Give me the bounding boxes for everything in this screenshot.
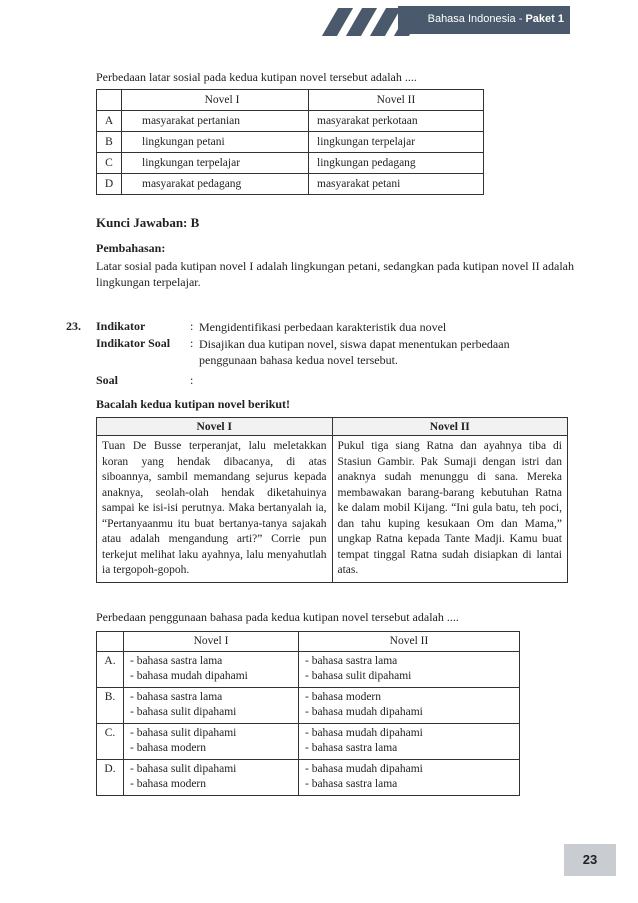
- table-row: [97, 760, 520, 796]
- option-novel1: lingkungan terpelajar: [122, 153, 309, 174]
- table-row: [97, 724, 520, 760]
- q22-options-table: [96, 89, 484, 195]
- table-header-row: [97, 418, 568, 436]
- option-novel2-line: - bahasa mudah dipahami: [305, 706, 423, 718]
- q22-intro: Perbedaan latar sosial pada kedua kutipan novel tersebut adalah ....: [96, 70, 417, 84]
- table-row: [97, 174, 484, 195]
- option-novel2-line: - bahasa sastra lama: [305, 778, 398, 790]
- option-novel1-line: - bahasa modern: [130, 742, 206, 754]
- option-novel2-line: - bahasa mudah dipahami: [305, 727, 423, 739]
- option-novel2: lingkungan terpelajar: [309, 132, 484, 153]
- table-row: [97, 153, 484, 174]
- table-row: [97, 688, 520, 724]
- option-novel2-line: - bahasa sastra lama: [305, 742, 398, 754]
- option-novel2-line: - bahasa modern: [305, 691, 381, 703]
- explanation-text: Latar sosial pada kutipan novel I adalah lingkungan petani, sedangkan pada kutipan novel II adalah lingkungan terpelajar.: [96, 259, 574, 289]
- running-header: [398, 6, 570, 34]
- column-header: Novel I: [122, 90, 309, 111]
- option-letter: D: [97, 174, 122, 195]
- column-header: Novel II: [309, 90, 484, 111]
- option-letter: A: [97, 111, 122, 132]
- table-header-row: [97, 90, 484, 111]
- option-novel1-line: - bahasa sulit dipahami: [130, 763, 237, 775]
- option-novel2: masyarakat petani: [309, 174, 484, 195]
- option-letter: C.: [97, 724, 124, 760]
- colon: :: [190, 373, 194, 387]
- option-letter: C: [97, 153, 122, 174]
- indikator-label: Indikator: [96, 319, 146, 333]
- option-novel2: lingkungan pedagang: [309, 153, 484, 174]
- column-header: Novel I: [124, 632, 299, 652]
- option-novel1-line: - bahasa modern: [130, 778, 206, 790]
- column-header: Novel II: [332, 418, 568, 436]
- option-novel1-line: - bahasa sastra lama: [130, 655, 223, 667]
- page-number: 23: [564, 844, 616, 876]
- novel1-excerpt: Tuan De Busse terperanjat, lalu meletakkan koran yang hendak dibacanya, di atas siboannya, sambil memandang sejurus kepada anaknya, seolah-olah hendak diketahuinya sampai ke isi-isi perutnya. Maka bertanyalah ia, “Pertanyaanmu itu buat bertanya-tanya sajakah atau adalah mengandung arti?” Corrie pun terkejut melihat laku ayahnya, lalu menyahutlah ia tergopoh-gopoh.: [97, 436, 333, 583]
- table-row: [97, 132, 484, 153]
- q23-intro: Perbedaan penggunaan bahasa pada kedua kutipan novel tersebut adalah ....: [96, 610, 459, 624]
- explanation-label: Pembahasan:: [96, 241, 166, 255]
- option-letter: D.: [97, 760, 124, 796]
- option-novel1-line: - bahasa mudah dipahami: [130, 670, 248, 682]
- option-novel1-line: - bahasa sastra lama: [130, 691, 223, 703]
- indikator-soal-value: Disajikan dua kutipan novel, siswa dapat menentukan perbedaan penggunaan bahasa kedua novel tersebut.: [199, 337, 510, 367]
- q23-options-table: [96, 631, 520, 796]
- colon: :: [190, 336, 194, 350]
- option-novel2: masyarakat perkotaan: [309, 111, 484, 132]
- indikator-value: Mengidentifikasi perbedaan karakteristik dua novel: [199, 320, 447, 334]
- option-novel2-line: - bahasa sulit dipahami: [305, 670, 412, 682]
- colon: :: [190, 319, 194, 333]
- novel-excerpts-table: [96, 417, 568, 583]
- table-header-row: [97, 632, 520, 652]
- option-novel2-line: - bahasa mudah dipahami: [305, 763, 423, 775]
- header-subject: Bahasa Indonesia -: [427, 13, 526, 25]
- option-letter: B: [97, 132, 122, 153]
- novel2-excerpt: Pukul tiga siang Ratna dan ayahnya tiba di Stasiun Gambir. Pak Sumaji dengan istri dan anaknya sudah menunggu di sana. Mereka membawakan barang-barang kebutuhan Ratna ke dalam mobil Kijang. “Ini gula batu, teh poci, dan tahu kuping kesukaan Om dan Mama,” ungkap Ratna kepada Tante Madji. Kamu buat tempat tinggal Ratna sudah disiapkan di lantai atas.: [332, 436, 568, 583]
- indikator-soal-label: Indikator Soal: [96, 336, 171, 350]
- question-number: 23.: [66, 319, 81, 333]
- column-header: Novel II: [299, 632, 520, 652]
- option-novel2-line: - bahasa sastra lama: [305, 655, 398, 667]
- option-novel1-line: - bahasa sulit dipahami: [130, 727, 237, 739]
- table-row: [97, 652, 520, 688]
- instruction: Bacalah kedua kutipan novel berikut!: [96, 397, 291, 411]
- column-header: Novel I: [97, 418, 333, 436]
- table-row: [97, 111, 484, 132]
- soal-label: Soal: [96, 373, 119, 387]
- option-letter: B.: [97, 688, 124, 724]
- option-novel1: masyarakat pertanian: [122, 111, 309, 132]
- table-row: [97, 436, 568, 583]
- header-package: Paket 1: [525, 13, 564, 25]
- answer-key: Kunci Jawaban: B: [96, 215, 200, 230]
- option-novel1-line: - bahasa sulit dipahami: [130, 706, 237, 718]
- option-novel1: masyarakat pedagang: [122, 174, 309, 195]
- option-novel1: lingkungan petani: [122, 132, 309, 153]
- option-letter: A.: [97, 652, 124, 688]
